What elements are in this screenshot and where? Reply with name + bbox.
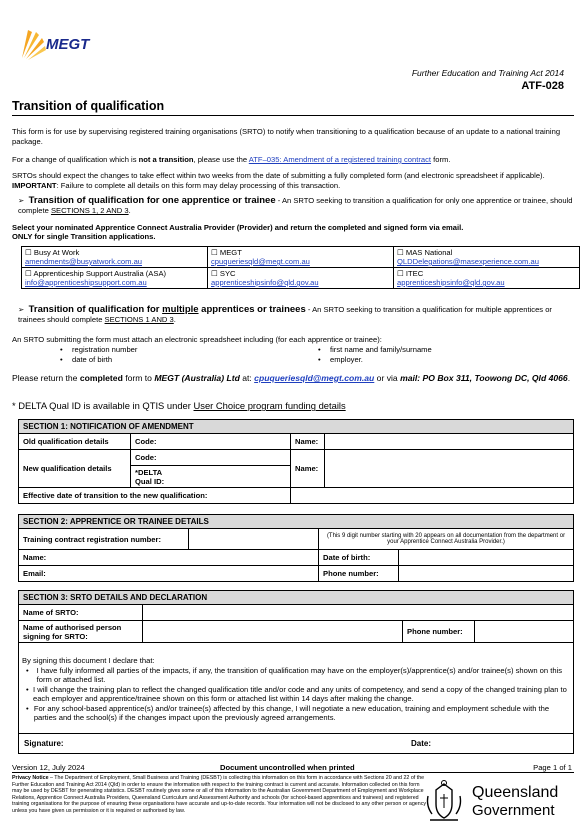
provider-table [21, 246, 580, 289]
section-2: SECTION 2: APPRENTICE OR TRAINEE DETAILS Training contract registration number: (This 9 digit number starting with 20 appears on all documentation from the department or your Apprentice Connect Australia Provider.) Name: Date of birth: Email: Phone number: [18, 514, 574, 582]
qld-crest-icon [422, 780, 466, 826]
phone-field[interactable] [399, 566, 574, 582]
provider-syc[interactable]: ☐ SYC apprenticeshipsinfo@qld.gov.au [208, 268, 394, 289]
page-title: Transition of qualification [12, 99, 165, 113]
one-trainee-section: ➢ Transition of qualification for one apprentice or trainee - An SRTO seeking to transition a qualification for only one apprentice or trainee, should complete SECTIONS 1, 2 AND 3. [18, 195, 573, 215]
multiple-section: ➢ Transition of qualification for multiple apprentices or trainees - An SRTO seeking to transition a qualification for multiple apprentices or trainees should complete SECTIONS 1 AND 3. [18, 304, 552, 324]
srto-phone-field[interactable] [475, 621, 574, 643]
section-1-title: SECTION 1: NOTIFICATION OF AMENDMENT [19, 420, 574, 434]
logo-text: MEGT [46, 36, 90, 53]
bullets-right: • first name and family/surname • employer. [318, 345, 432, 364]
delta-note: * DELTA Qual ID is available in QTIS under User Choice program funding details [12, 400, 346, 411]
date-field[interactable] [449, 735, 571, 752]
section-1: SECTION 1: NOTIFICATION OF AMENDMENT Old qualification details Code: Name: New qualification details Code: Name: *DELTA Qual ID: Effective date of transition to the new qualification: [18, 419, 574, 504]
old-name-field[interactable] [325, 434, 574, 450]
old-code-field[interactable]: Code: [131, 434, 291, 450]
provider-mas[interactable]: ☐ MAS National QLDDelegations@masexperience.com.au [394, 247, 580, 268]
effective-date-field[interactable] [291, 488, 574, 504]
atf035-link[interactable]: ATF–035: Amendment of a registered training contract [248, 155, 432, 164]
divider [12, 115, 574, 116]
version: Version 12, July 2024 [12, 763, 85, 772]
return-email-link[interactable]: cpuqueriesqld@megt.com.au [254, 373, 375, 383]
megt-logo [18, 24, 128, 64]
user-choice-link[interactable]: User Choice program funding details [193, 400, 346, 411]
queensland-government-logo: Queensland Government [422, 780, 572, 826]
spreadsheet-note: An SRTO submitting the form must attach an electronic spreadsheet including (for each apprentice or trainee): [12, 335, 382, 344]
new-name-field[interactable] [325, 450, 574, 488]
form-code: ATF-028 [521, 80, 564, 92]
intro-paragraph-3: SRTOs should expect the changes to take effect within two weeks from the date of submitting a fully completed form (and electronic spreadsheet if applicable). IMPORTANT: Failure to complete all details on this form may delay processing of this transaction. [12, 171, 545, 190]
name-field[interactable]: Name: [19, 550, 319, 566]
arrow-icon: ➢ [18, 196, 29, 205]
srto-name-field[interactable] [143, 605, 574, 621]
new-code-field[interactable]: Code: [131, 450, 291, 466]
single-only-line: ONLY for single Transition applications. [12, 232, 156, 241]
arrow-icon: ➢ [18, 305, 29, 314]
megt-sunburst-icon [18, 24, 48, 62]
uncontrolled-note: Document uncontrolled when printed [220, 763, 355, 772]
page-number: Page 1 of 1 [533, 763, 572, 772]
bullets-left: • registration number • date of birth [60, 345, 138, 364]
contract-number-field[interactable] [189, 529, 319, 550]
intro-paragraph-1: This form is for use by supervising registered training organisations (SRTO) to notify when transitioning to a qualification because of an update to a national training package. [12, 127, 561, 146]
section-3-title: SECTION 3: SRTO DETAILS AND DECLARATION [19, 591, 574, 605]
auth-person-field[interactable] [143, 621, 403, 643]
dob-field[interactable] [399, 550, 574, 566]
select-provider-line: Select your nominated Apprentice Connect Australia Provider (Provider) and return the completed and signed form via email. [12, 223, 464, 232]
act-name: Further Education and Training Act 2014 [411, 68, 564, 78]
return-instructions: Please return the completed form to MEGT (Australia) Ltd at: cpuqueriesqld@megt.com.au or via mail: PO Box 311, Toowong DC, Qld 4066. [12, 373, 571, 383]
intro-paragraph-2: For a change of qualification which is not a transition, please use the ATF–035: Amendment of a registered training contract form. [12, 155, 451, 164]
signature-row: Signature: Date: [18, 733, 574, 754]
declaration: By signing this document I declare that: • I have fully informed all parties of the impacts, if any, the transition of qualification may have on the employer(s)/apprentice(s) and/or trainee(s) shown on this form or attached list. • I will change the training plan to reflect the changed qualification title and/or code and any units of competency, and send a copy of the changed training plan to each employer and apprentice/trainee shown on this form or attached list within 14 days after making the change. • For any school-based apprentice(s) and/or trainee(s) affected by this change, I will negotiate a new education, training and employment schedule with the parties and the school(s) if the changes impact upon the previously agreed arrangements. [22, 656, 567, 722]
delta-id-field[interactable]: *DELTA Qual ID: [131, 466, 291, 488]
provider-asa[interactable]: ☐ Apprenticeship Support Australia (ASA) info@apprenticeshipsupport.com.au [22, 268, 208, 289]
section-2-title: SECTION 2: APPRENTICE OR TRAINEE DETAILS [19, 515, 574, 529]
email-field[interactable]: Email: [19, 566, 319, 582]
footer-divider [12, 772, 574, 773]
provider-itec[interactable]: ☐ ITEC apprenticeshipsinfo@qld.gov.au [394, 268, 580, 289]
section-3-table: SECTION 3: SRTO DETAILS AND DECLARATION Name of SRTO: Name of authorised person signing for SRTO: Phone number: [18, 590, 574, 643]
privacy-notice: Privacy Notice – The Department of Employment, Small Business and Training (DESBT) is collecting this information on this form in accordance with Sections 20 and 22 of the Further Education and Training Act 2014 (Qld) in order to ensure the information with respect to the training contract is current and accurate. Information collected on this form may be used by DESBT for generating statistics. DESBT routinely gives some or all of this information to the Australian Government Department of Employment and Workplace Relations, Apprentice Connect Australia Providers, Queensland Curriculum and Assessment Authority and schools (for school-based apprentices and trainees) and registered training organisations for the purpose of ensuring these organisations have accurate and up-to-date records. Your information will not be disclosed to any other person or agency unless you have given us permission or it is required or authorised by law. [12, 775, 426, 814]
signature-field[interactable] [114, 735, 404, 752]
provider-megt[interactable]: ☐ MEGT cpuqueriesqld@megt.com.au [208, 247, 394, 268]
provider-busyatwork[interactable]: ☐ Busy At Work amendments@busyatwork.com.au [22, 247, 208, 268]
